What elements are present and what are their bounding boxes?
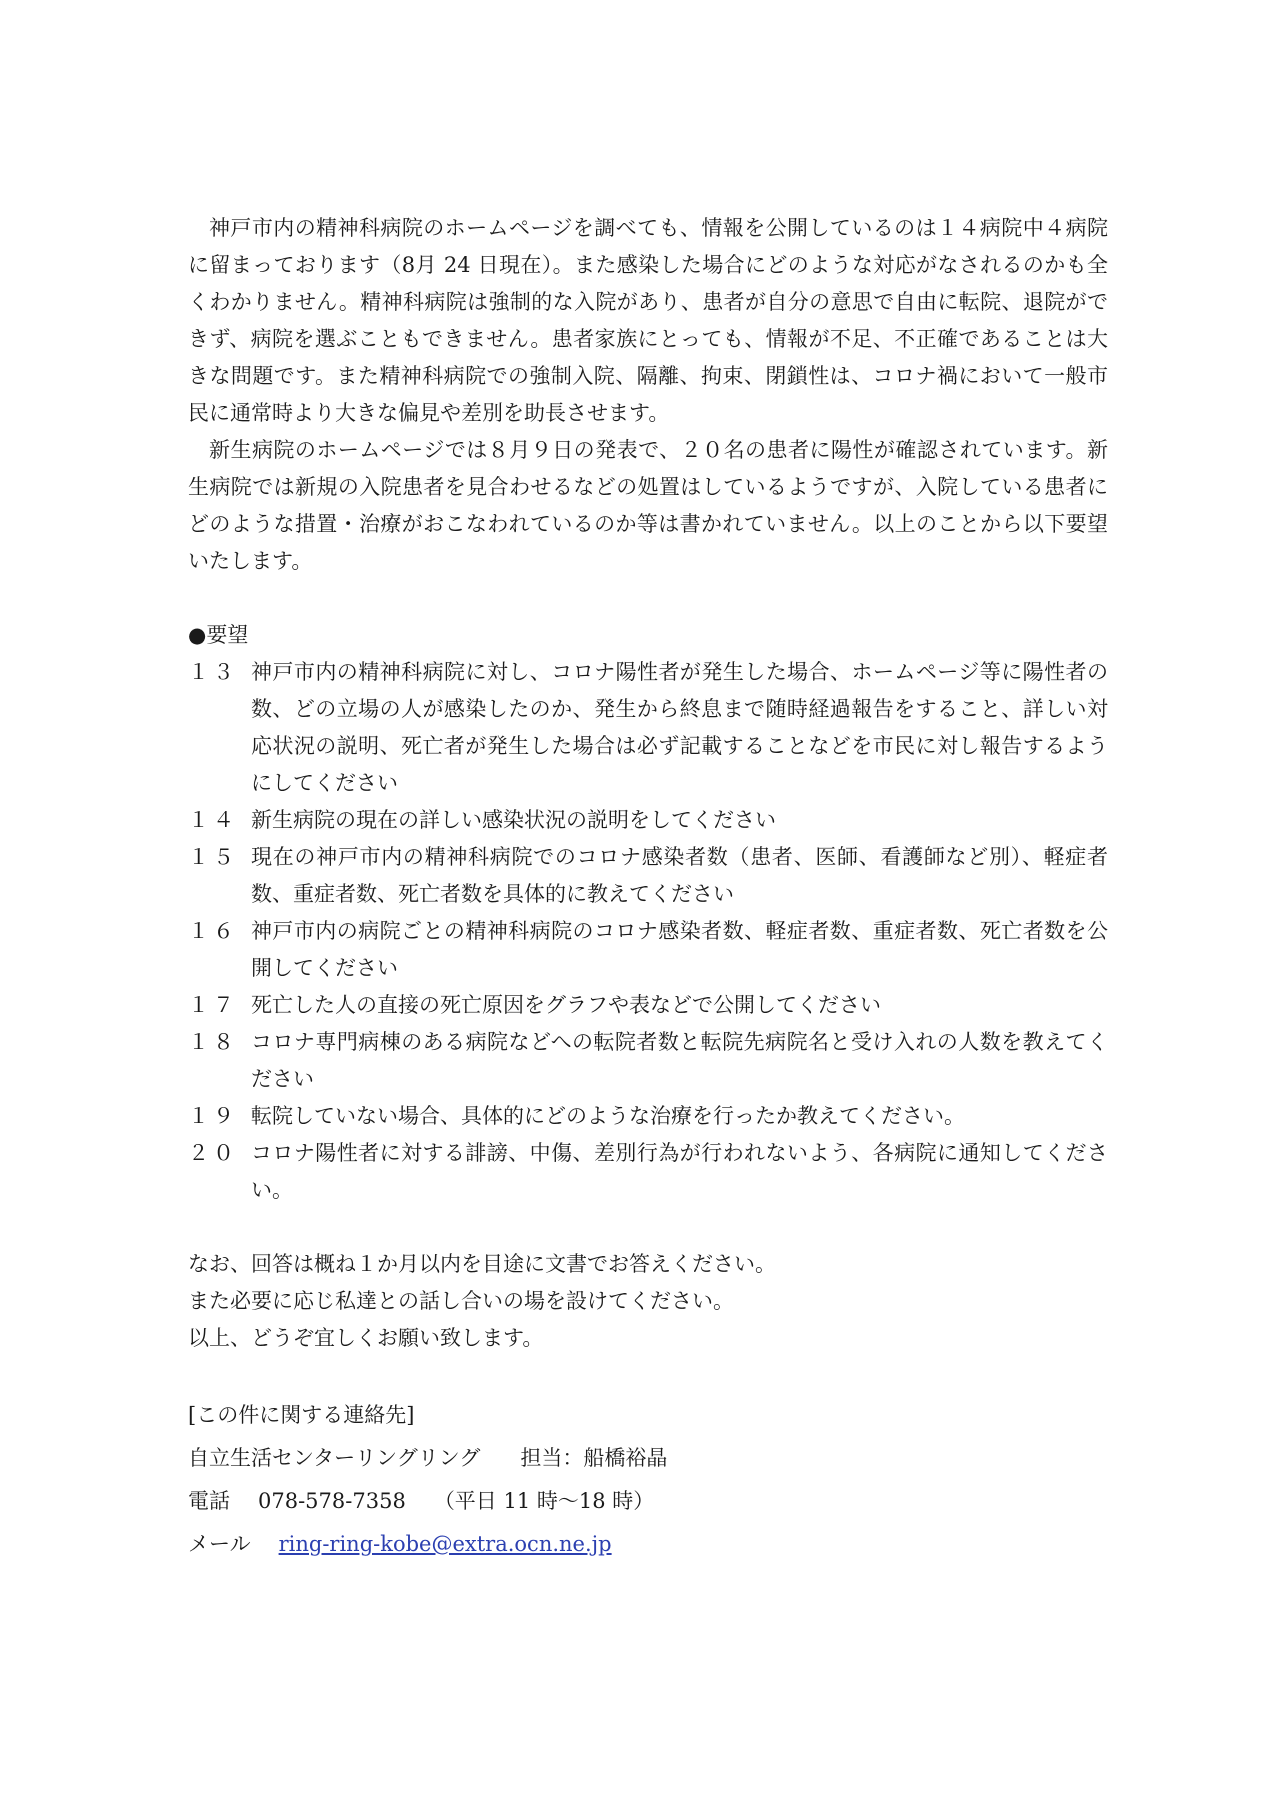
phone-number: 078-578-7358: [258, 1489, 406, 1513]
document-page: [188, 210, 1108, 1566]
contact-person: 担当：船橋裕晶: [520, 1446, 668, 1470]
request-item-16: [188, 913, 1108, 987]
closing-line-3: 以上、どうぞ宜しくお願い致します。: [188, 1326, 544, 1350]
request-item-15: [188, 839, 1108, 913]
email-label: メール: [188, 1532, 251, 1556]
request-text: 神戸市内の病院ごとの精神科病院のコロナ感染者数、軽症者数、重症者数、死亡者数を公開してください: [251, 919, 1108, 980]
contact-email-line: [188, 1523, 1108, 1566]
closing-line-1: なお、回答は概ね１か月以内を目途に文書でお答えください。: [188, 1252, 776, 1276]
request-item-18: [188, 1024, 1108, 1098]
request-text: 転院していない場合、具体的にどのような治療を行ったか教えてください。: [251, 1104, 965, 1128]
request-item-19: [188, 1098, 1108, 1135]
contact-org-line: [188, 1437, 1108, 1480]
contact-phone-line: [188, 1480, 1108, 1523]
request-text: 現在の神戸市内の精神科病院でのコロナ感染者数（患者、医師、看護師など別）、軽症者数、重症者数、死亡者数を具体的に教えてください: [251, 845, 1108, 906]
phone-hours: （平日 11 時～18 時）: [433, 1489, 655, 1513]
request-number: １３: [188, 660, 238, 684]
request-number: １７: [188, 993, 238, 1017]
request-number: １４: [188, 808, 238, 832]
request-text: 新生病院の現在の詳しい感染状況の説明をしてください: [251, 808, 776, 832]
request-text: コロナ専門病棟のある病院などへの転院者数と転院先病院名と受け入れの人数を教えてください: [251, 1030, 1108, 1091]
spacer: [188, 1209, 1108, 1246]
intro-paragraph-2: 新生病院のホームページでは８月９日の発表で、２０名の患者に陽性が確認されています。新生病院では新規の入院患者を見合わせるなどの処置はしているようですが、入院している患者にどのような措置・治療がおこなわれているのか等は書かれていません。以上のことから以下要望いたします。: [188, 438, 1108, 573]
request-item-20: [188, 1135, 1108, 1209]
phone-label: 電話: [188, 1489, 230, 1513]
request-number: １５: [188, 845, 238, 869]
request-item-14: [188, 802, 1108, 839]
spacer: [188, 1357, 1108, 1394]
request-number: １６: [188, 919, 238, 943]
request-text: コロナ陽性者に対する誹謗、中傷、差別行為が行われないよう、各病院に通知してください。: [251, 1141, 1108, 1202]
spacer: [188, 580, 1108, 617]
contact-org: 自立生活センターリングリング: [188, 1446, 481, 1470]
request-item-17: [188, 987, 1108, 1024]
request-number: １８: [188, 1030, 238, 1054]
contact-heading: [この件に関する連絡先]: [188, 1403, 415, 1427]
request-item-13: [188, 654, 1108, 802]
intro-paragraph-1: 神戸市内の精神科病院のホームページを調べても、情報を公開しているのは１４病院中４病院に留まっております（8月 24 日現在）。また感染した場合にどのような対応がなされるのかも全くわかりません。精神科病院は強制的な入院があり、患者が自分の意思で自由に転院、退院ができず、病院を選ぶこともできません。患者家族にとっても、情報が不足、不正確であることは大きな問題です。また精神科病院での強制入院、隔離、拘束、閉鎖性は、コロナ禍において一般市民に通常時より大きな偏見や差別を助長させます。: [188, 216, 1108, 425]
closing-line-2: また必要に応じ私達との話し合いの場を設けてください。: [188, 1289, 734, 1313]
email-link[interactable]: ring-ring-kobe@extra.ocn.ne.jp: [278, 1532, 612, 1556]
request-list: [188, 654, 1108, 1209]
request-number: １９: [188, 1104, 238, 1128]
request-text: 死亡した人の直接の死亡原因をグラフや表などで公開してください: [251, 993, 881, 1017]
requests-heading: ●要望: [188, 623, 249, 647]
request-text: 神戸市内の精神科病院に対し、コロナ陽性者が発生した場合、ホームページ等に陽性者の数、どの立場の人が感染したのか、発生から終息まで随時経過報告をすること、詳しい対応状況の説明、死亡者が発生した場合は必ず記載することなどを市民に対し報告するようにしてください: [251, 660, 1108, 795]
request-number: ２０: [188, 1141, 238, 1165]
